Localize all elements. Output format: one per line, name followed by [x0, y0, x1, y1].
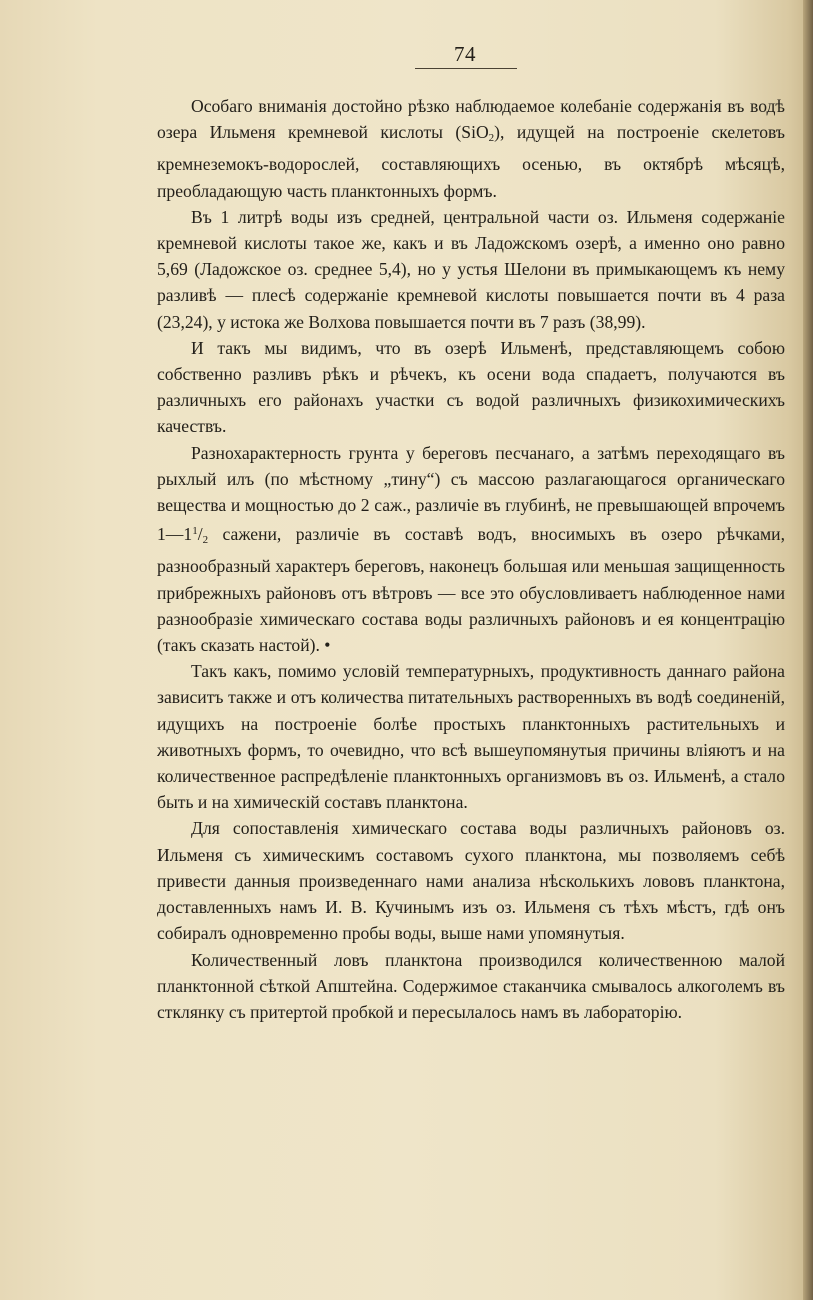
paragraph-4-text-a: Разнохарактерность грунта у береговъ песчанаго, а затѣмъ переходящаго въ рыхлый илъ (по мѣстному „тину“) съ массою разлагающагося органическаго вещества и мощностью до 2 саж., различіе въ глубинѣ, не превышающей впрочемъ 1—1: [157, 442, 785, 545]
paragraph-1-text-c: ), идущей на построеніе скелетовъ кремнеземокъ-водорослей, составляющихъ осенью, въ октябрѣ мѣсяцѣ, преобладающую часть планктонныхъ формъ.: [157, 122, 785, 201]
paragraph-7: Количественный ловъ планктона производился количественною малой планктонной сѣткой Апштейна. Содержимое стаканчика смывалось алкоголемъ въ стклянку съ притертой пробкой и пересылалось намъ въ лабораторію.: [157, 949, 785, 1022]
page-number-rule: [415, 68, 517, 69]
fraction-slash: /: [197, 524, 203, 545]
fraction-numerator: 1: [192, 525, 198, 538]
paragraph-4: [157, 440, 785, 659]
paragraph-4-text-e: сажени, различіе въ составѣ водъ, вносимыхъ въ озеро рѣчками, разнообразный характеръ береговъ, наконецъ большая или меньшая защищенность прибрежныхъ районовъ отъ вѣтровъ — все это обусловливаетъ наблюденное нами разнообразіе химическаго состава воды различныхъ районовъ и ея концентрацію (такъ сказать настой). •: [157, 524, 785, 656]
paragraph-3: И такъ мы видимъ, что въ озерѣ Ильменѣ, представляющемъ собою собственно разливъ рѣкъ и рѣчекъ, къ осени вода спадаетъ, получаются въ различныхъ его районахъ участки съ водой различныхъ физикохимическихъ качествъ.: [157, 337, 785, 437]
paragraph-1-subscript: 2: [488, 132, 495, 145]
book-spine-shadow: [803, 0, 813, 1300]
paragraph-1: [157, 93, 785, 204]
page-number: 74: [454, 42, 476, 66]
body-text: [157, 93, 785, 1025]
fraction-denominator: 2: [202, 534, 209, 547]
paragraph-2: Въ 1 литрѣ воды изъ средней, центральной части оз. Ильменя содержаніе кремневой кислоты такое же, какъ и въ Ладожскомъ озерѣ, а именно оно равно 5,69 (Ладожское оз. среднее 5,4), но у устья Шелони въ примыкающемъ къ нему разливѣ — плесѣ содержаніе кремневой кислоты повышается почти въ 4 раза (23,24), у истока же Волхова повышается почти въ 7 разъ (38,99).: [157, 206, 785, 332]
paragraph-1-text-a: Особаго вниманія достойно рѣзко наблюдаемое колебаніе содержанія въ водѣ озера Ильменя кремневой кислоты (SiO: [157, 96, 785, 143]
paragraph-5: Такъ какъ, помимо условій температурныхъ, продуктивность даннаго района зависитъ также и отъ количества питательныхъ растворенныхъ въ водѣ соединеній, идущихъ на построеніе болѣе простыхъ планктонныхъ растительныхъ и животныхъ формъ, то очевидно, что всѣ вышеупомянутыя причины вліяютъ и на количественное распредѣленіе планктонныхъ организмовъ въ оз. Ильменѣ, а стало быть и на химическій составъ планктона.: [157, 661, 785, 813]
paragraph-6: Для сопоставленія химическаго состава воды различныхъ районовъ оз. Ильменя съ химическимъ составомъ сухого планктона, мы позволяемъ себѣ привести данныя произведеннаго нами анализа нѣсколькихъ лововъ планктона, доставленныхъ намъ И. В. Кучинымъ изъ оз. Ильменя съ тѣхъ мѣстъ, гдѣ онъ собиралъ одновременно пробы воды, выше нами упомянутыя.: [157, 818, 785, 944]
